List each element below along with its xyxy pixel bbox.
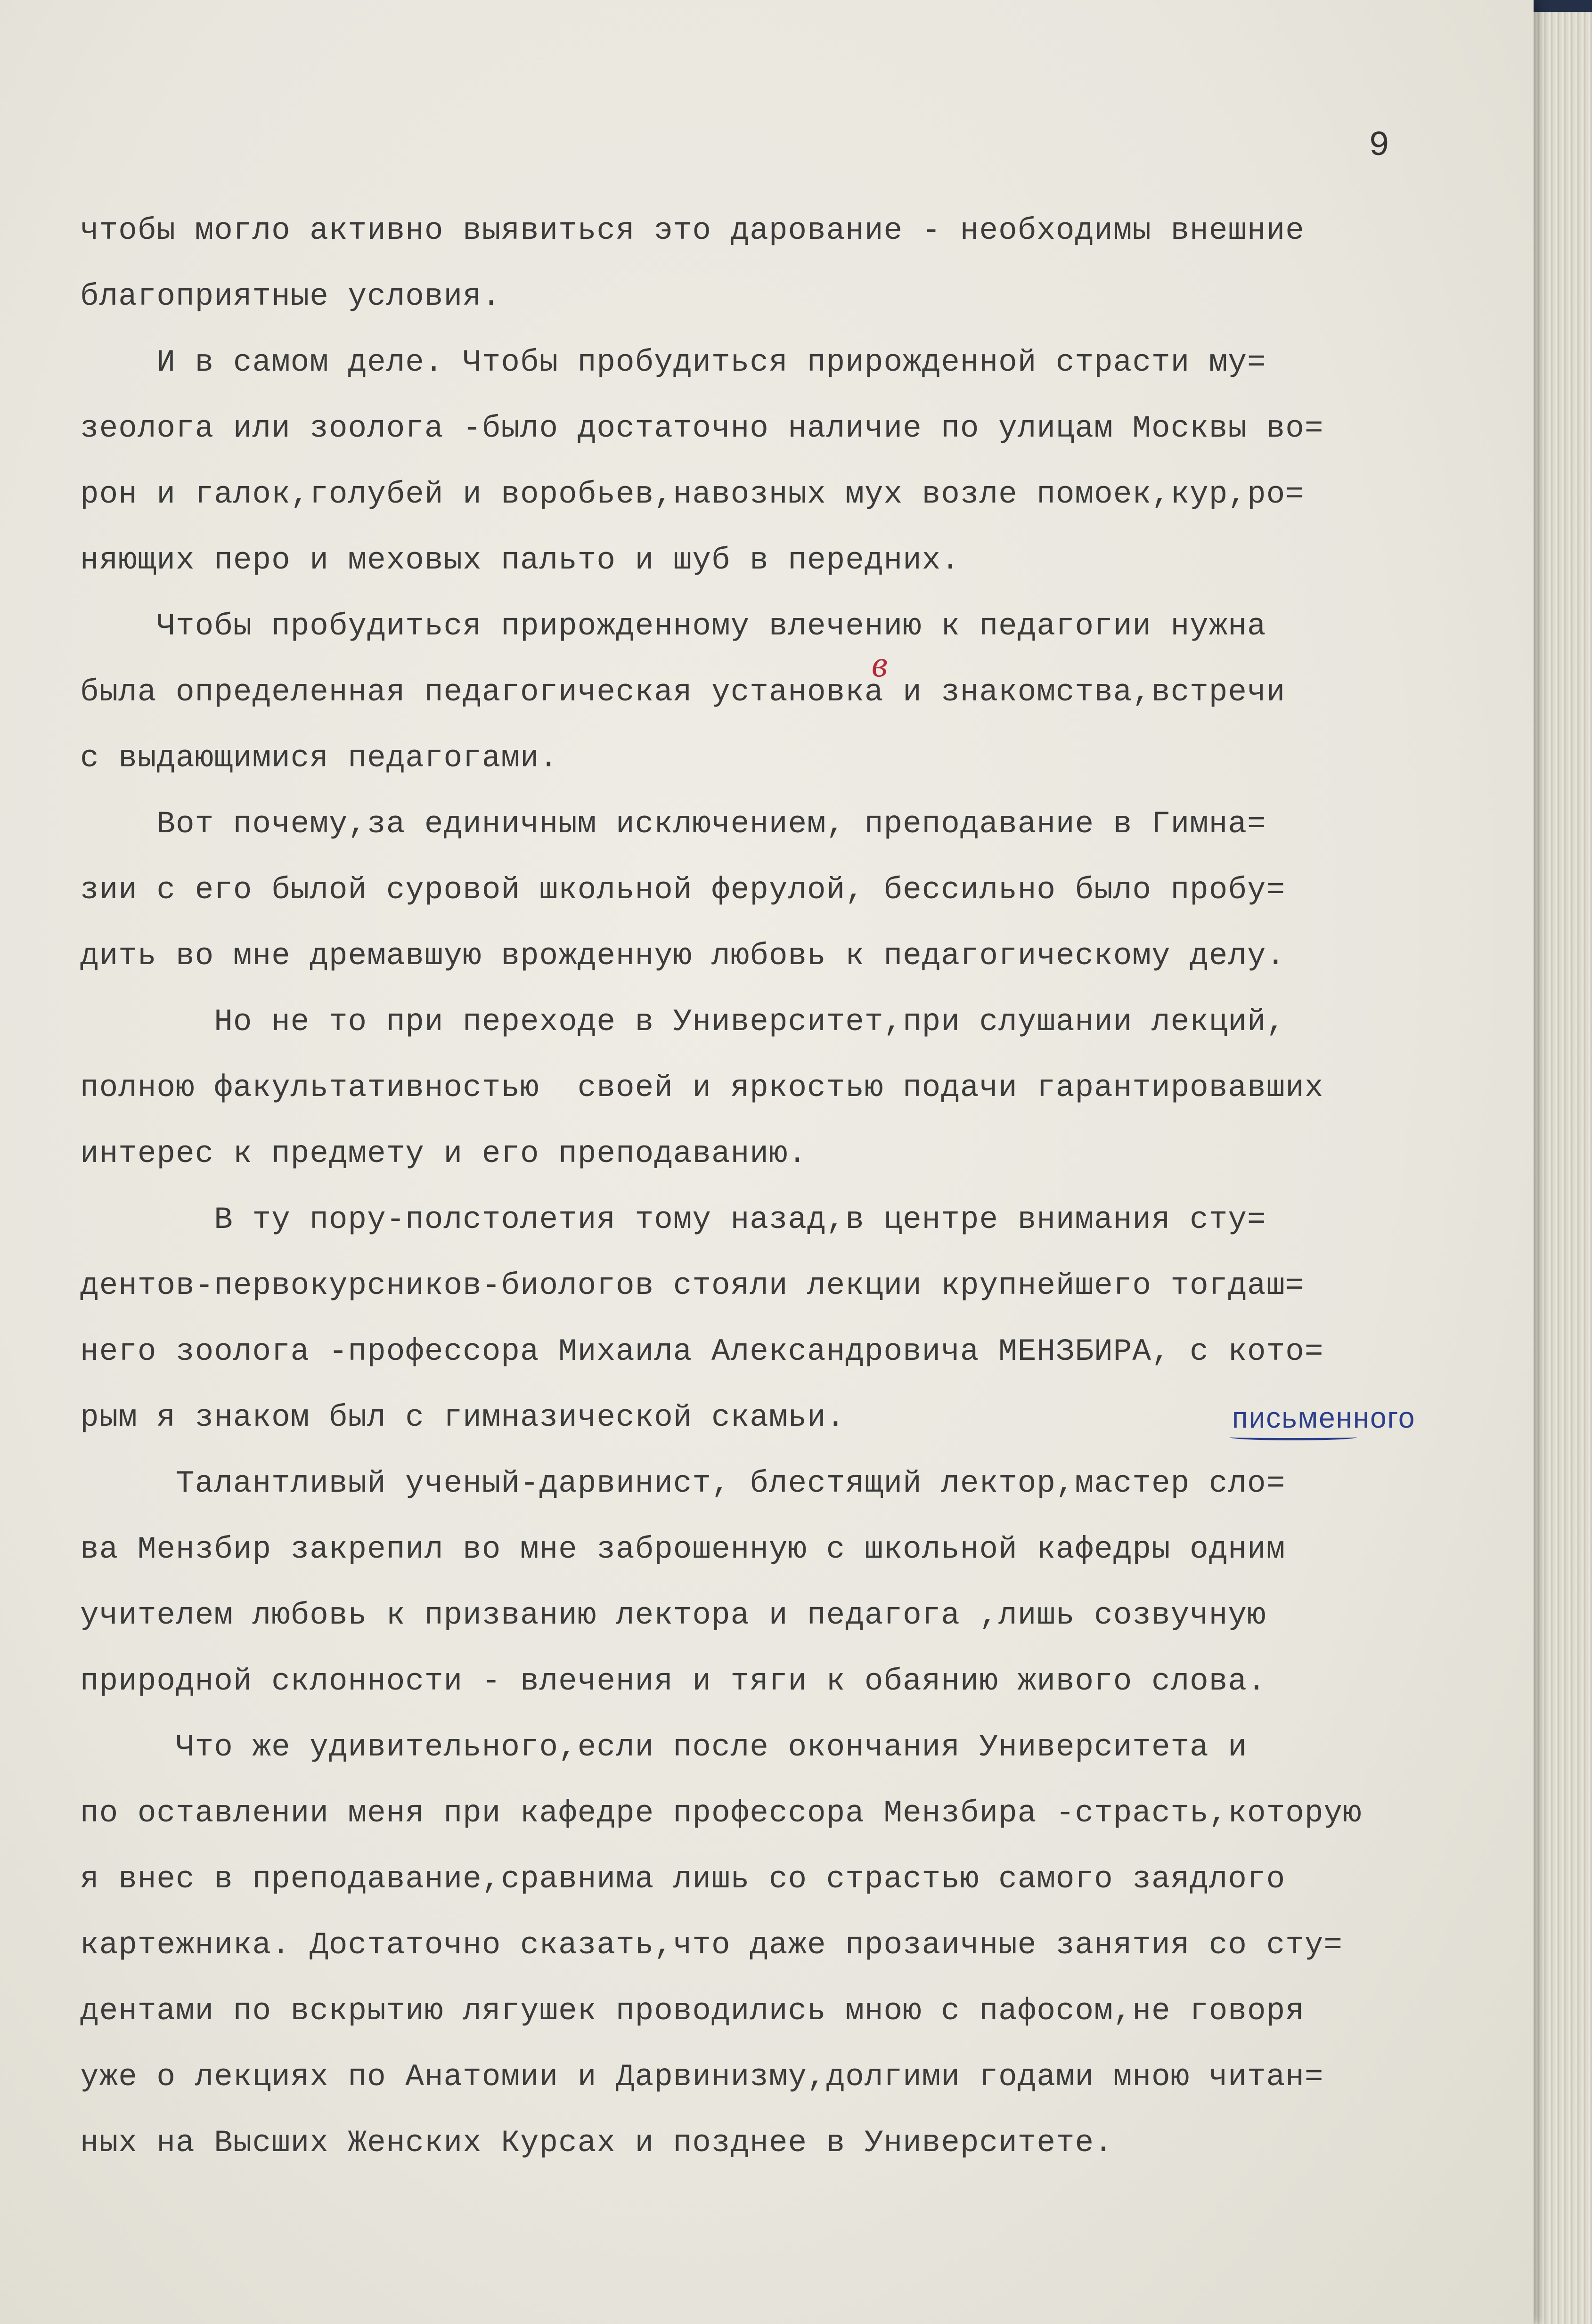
text-line: Что же удивительного,если после окончания Университета и [80,1730,1247,1765]
page-number: 9 [1369,126,1390,166]
text-line: И в самом деле. Чтобы пробудиться прирожденной страсти му= [80,345,1266,380]
text-line: Но не то при переходе в Университет,при слушании лекций, [80,1004,1286,1040]
text-line: интерес к предмету и его преподаванию. [80,1136,808,1171]
text-line: ных на Высших Женских Курсах и позднее в Университете. [80,2125,1113,2161]
text-line: Чтобы пробудиться прирожденному влечению к педагогии нужна [80,609,1266,644]
text-line: дентами по вскрытию лягушек проводились мною с пафосом,не говоря [80,1993,1305,2029]
insert-underline [1230,1434,1357,1440]
text-line: благоприятные условия. [80,279,501,314]
text-line: дить во мне дремавшую врожденную любовь к педагогическому делу. [80,938,1286,974]
text-line: В ту пору-полстолетия тому назад,в центре внимания сту= [80,1202,1266,1237]
text-line: няющих перо и меховых пальто и шуб в передних. [80,543,960,578]
text-line: с выдающимися педагогами. [80,740,559,776]
text-line: природной склонности - влечения и тяги к обаянию живого слова. [80,1664,1266,1699]
text-line: зеолога или зоолога -было достаточно наличие по улицам Москвы во= [80,411,1324,446]
text-line: рон и галок,голубей и воробьев,навозных мух возле помоек,кур,ро= [80,477,1305,512]
text-line: я внес в преподавание,сравнима лишь со страстью самого заядлого [80,1861,1286,1897]
text-line: Талантливый ученый-дарвинист, блестящий лектор,мастер сло= [80,1466,1286,1501]
text-line: Вот почему,за единичным исключением, преподавание в Гимна= [80,806,1266,842]
text-line: была определенная педагогическая установка и знакомства,встречи [80,674,1286,710]
text-line: чтобы могло активно выявиться это дарование - необходимы внешние [80,213,1305,248]
text-line: картежника. Достаточно сказать,что даже прозаичные занятия со сту= [80,1927,1343,1963]
text-line: него зоолога -профессора Михаила Александровича МЕНЗБИРА, с кото= [80,1334,1324,1369]
handwritten-insert: письменного [1232,1402,1416,1434]
text-line: рым я знаком был с гимназической скамьи. [80,1400,846,1435]
text-line: полною факультативностью своей и яркостью подачи гарантировавших [80,1070,1324,1105]
text-line: уже о лекциях по Анатомии и Дарвинизму,долгими годами мною читан= [80,2059,1324,2095]
text-line: учителем любовь к призванию лектора и педагога ,лишь созвучную [80,1598,1266,1633]
red-correction-mark: в [872,643,888,684]
text-line: зии с его былой суровой школьной ферулой, бессильно было пробу= [80,872,1286,908]
typed-text-body [80,198,1484,2176]
text-line: ва Мензбир закрепил во мне заброшенную с школьной кафедры одним [80,1532,1286,1567]
text-line: дентов-первокурсников-биологов стояли лекции крупнейшего тогдаш= [80,1268,1305,1303]
text-line: по оставлении меня при кафедре профессора Мензбира -страсть,которую [80,1796,1362,1831]
